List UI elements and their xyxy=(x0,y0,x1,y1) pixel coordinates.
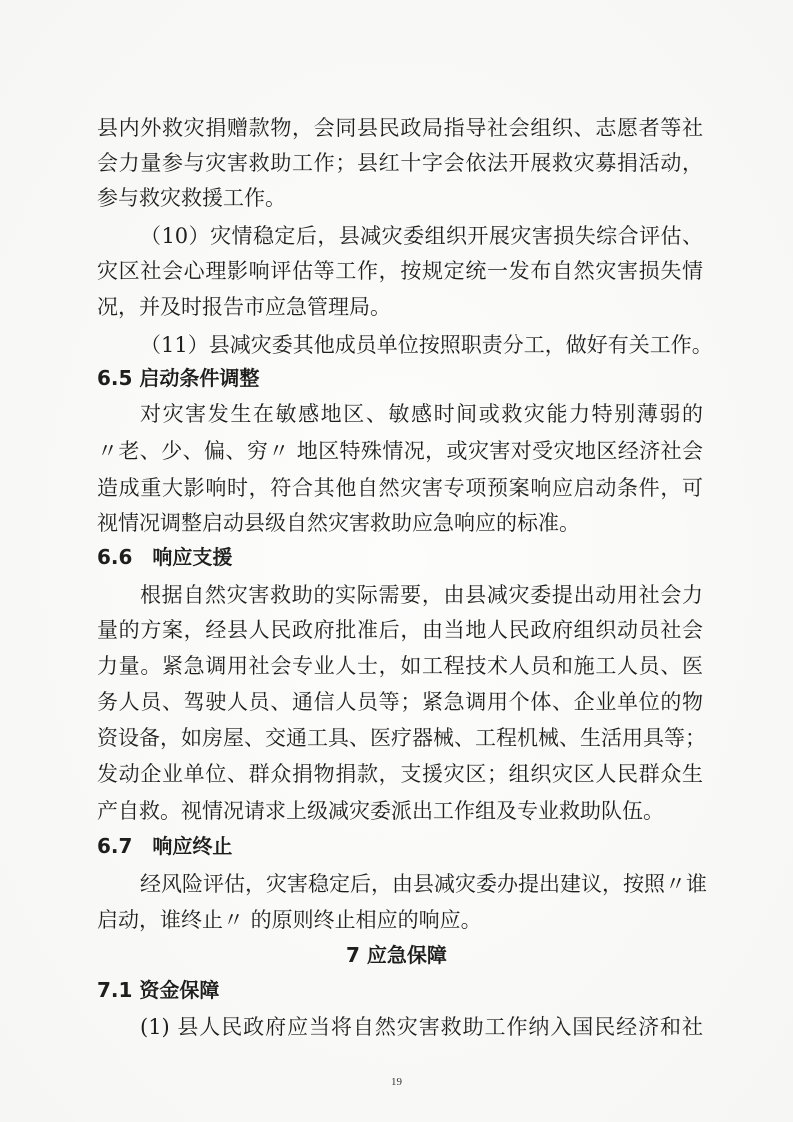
paragraph-line: （11）县减灾委其他成员单位按照职责分工，做好有关工作。 xyxy=(140,333,713,357)
paragraph-line: 会力量参与灾害救助工作；县红十字会依法开展救灾募捐活动， xyxy=(97,151,703,175)
paragraph-line: 经风险评估，灾害稳定后，由县减灾委办提出建议，按照〃谁 xyxy=(140,872,707,896)
paragraph-line: (1) 县人民政府应当将自然灾害救助工作纳入国民经济和社 xyxy=(140,1015,703,1039)
paragraph-line: 参与救灾救援工作。 xyxy=(97,186,286,210)
paragraph-line: 对灾害发生在敏感地区、敏感时间或救灾能力特别薄弱的 xyxy=(140,402,703,426)
paragraph-line: 发动企业单位、群众捐物捐款，支援灾区；组织灾区人民群众生 xyxy=(97,762,703,786)
section-heading-7-1: 7.1 资金保障 xyxy=(97,978,220,1002)
section-heading-6-6: 6.6 响应支援 xyxy=(97,545,233,569)
paragraph-line: 灾区社会心理影响评估等工作，按规定统一发布自然灾害损失情 xyxy=(97,259,703,283)
paragraph-line: 量的方案，经县人民政府批准后，由当地人民政府组织动员社会 xyxy=(97,618,703,642)
section-heading-6-7: 6.7 响应终止 xyxy=(97,834,233,858)
section-heading-6-5: 6.5 启动条件调整 xyxy=(97,366,260,390)
chapter-heading-7: 7 应急保障 xyxy=(346,943,447,967)
page-number: 19 xyxy=(391,1076,402,1088)
paragraph-line: 资设备，如房屋、交通工具、医疗器械、工程机械、生活用具等； xyxy=(97,726,706,750)
paragraph-line: 产自救。视情况请求上级减灾委派出工作组及专业救助队伍。 xyxy=(97,799,664,823)
paragraph-line: 启动，谁终止〃 的原则终止相应的响应。 xyxy=(97,908,482,932)
paragraph-line: 〃老、少、偏、穷〃 地区特殊情况，或灾害对受灾地区经济社会 xyxy=(97,439,703,463)
paragraph-line: 视情况调整启动县级自然灾害救助应急响应的标准。 xyxy=(97,511,580,535)
paragraph-line: 县内外救灾捐赠款物，会同县民政局指导社会组织、志愿者等社 xyxy=(97,116,703,140)
paragraph-line: 力量。紧急调用社会专业人士，如工程技术人员和施工人员、医 xyxy=(97,654,703,678)
paragraph-line: 况，并及时报告市应急管理局。 xyxy=(97,295,391,319)
paragraph-line: （10）灾情稳定后，县减灾委组织开展灾害损失综合评估、 xyxy=(140,224,703,248)
paragraph-line: 根据自然灾害救助的实际需要，由县减灾委提出动用社会力 xyxy=(140,583,703,607)
paragraph-line: 务人员、驾驶人员、通信人员等；紧急调用个体、企业单位的物 xyxy=(97,690,703,714)
paragraph-line: 造成重大影响时，符合其他自然灾害专项预案响应启动条件，可 xyxy=(97,476,703,500)
